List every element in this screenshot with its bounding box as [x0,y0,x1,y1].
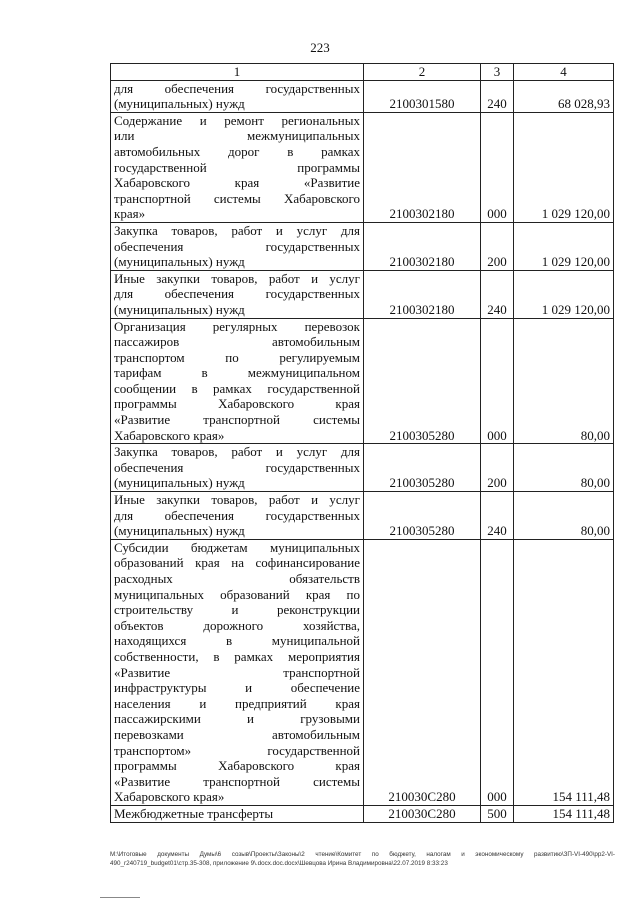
row-description [111,805,364,822]
row-amount: 1 029 120,00 [514,270,614,318]
description-line: для обеспечения государственных [114,286,360,302]
row-target-code: 2100302180 [364,270,481,318]
table-header-row [111,64,614,81]
table-row [111,270,614,318]
description-line: (муниципальных) нужд [114,96,245,112]
description-line: Закупка товаров, работ и услуг для [114,444,360,460]
row-amount: 80,00 [514,444,614,492]
description-line: Хабаровского края» [114,789,225,805]
row-expense-type: 000 [481,112,514,222]
table-row [111,539,614,805]
row-expense-type: 500 [481,805,514,822]
row-amount: 1 029 120,00 [514,222,614,270]
description-line: Содержание и ремонт региональных [114,112,360,128]
header-col-3: 3 [481,64,514,81]
page-number: 223 [310,40,330,55]
budget-table [110,63,614,823]
description-line: (муниципальных) нужд [114,523,245,539]
table-body [111,64,614,823]
row-description [111,539,364,805]
description-line: Хабаровского края» [114,427,225,443]
row-amount: 68 028,93 [514,80,614,112]
description-line: государственной программы [114,159,360,175]
bottom-rule [100,897,140,898]
description-line: тарифам в межмуниципальном [114,365,360,381]
row-target-code: 2100302180 [364,112,481,222]
row-amount: 80,00 [514,318,614,444]
description-line: (муниципальных) нужд [114,254,245,270]
table-row [111,222,614,270]
row-expense-type: 000 [481,318,514,444]
header-col-4: 4 [514,64,614,81]
description-line: автомобильных дорог в рамках [114,143,360,159]
table-row [111,112,614,222]
description-line: для обеспечения государственных [114,80,360,96]
description-line: Субсидии бюджетам муниципальных [114,539,360,555]
description-line: транспортом» государственной [114,742,360,758]
row-amount: 1 029 120,00 [514,112,614,222]
header-col-1: 1 [111,64,364,81]
header-col-2: 2 [364,64,481,81]
description-line: инфраструктуры и обеспечение [114,680,360,696]
description-line: строительству и реконструкции [114,602,360,618]
row-expense-type: 200 [481,444,514,492]
description-line: Хабаровского края «Развитие [114,175,360,191]
description-line: или межмуниципальных [114,128,360,144]
description-line: края» [114,206,146,222]
row-expense-type: 240 [481,270,514,318]
description-line: программы Хабаровского края [114,396,360,412]
description-line: (муниципальных) нужд [114,301,245,317]
row-expense-type: 200 [481,222,514,270]
row-target-code: 2100305280 [364,318,481,444]
description-line: Межбюджетные трансферты [114,805,274,821]
row-description [111,318,364,444]
description-line: Иные закупки товаров, работ и услуг [114,492,360,508]
description-line: пассажирскими и грузовыми [114,711,360,727]
row-target-code: 210030С280 [364,539,481,805]
description-line: расходных обязательств [114,571,360,586]
description-line: перевозками автомобильным [114,726,360,742]
description-line: собственности, в рамках мероприятия [114,648,360,664]
row-target-code: 2100305280 [364,492,481,540]
row-amount: 154 111,48 [514,805,614,822]
row-target-code: 2100302180 [364,222,481,270]
description-line: транспортной системы Хабаровского [114,190,360,206]
description-line: для обеспечения государственных [114,507,360,523]
description-line: Организация регулярных перевозок [114,318,360,334]
row-expense-type: 240 [481,492,514,540]
description-line: Иные закупки товаров, работ и услуг [114,270,360,286]
description-line: программы Хабаровского края [114,758,360,774]
description-line: пассажиров автомобильным [114,334,360,350]
row-expense-type: 000 [481,539,514,805]
description-line: (муниципальных) нужд [114,475,245,491]
description-line: обеспечения государственных [114,459,360,475]
row-description [111,222,364,270]
file-path-footer: M:\Итоговые документы Думы\6 созыв\Проекты\Законы\2 чтение\Комитет по бюджету, налогам и экономическому развитию\ЗП-VI-490\pp2-VI-490_r240719_budget01\стр.35-308, приложение 9\.docx.doc.docx\Шевцова Ирина Владимировна\22.07.2019 8:33:23 [110,851,615,867]
description-line: образований края на софинансирование [114,555,360,571]
row-target-code: 2100305280 [364,444,481,492]
row-amount: 154 111,48 [514,539,614,805]
description-line: Закупка товаров, работ и услуг для [114,222,360,238]
row-expense-type: 240 [481,80,514,112]
table-row [111,805,614,822]
description-line: «Развитие транспортной [114,664,360,680]
description-line: обеспечения государственных [114,238,360,254]
row-description [111,80,364,112]
row-amount: 80,00 [514,492,614,540]
row-description [111,492,364,540]
description-line: «Развитие транспортной системы [114,773,360,789]
table-row [111,80,614,112]
row-target-code: 210030С280 [364,805,481,822]
table-row [111,318,614,444]
row-description [111,270,364,318]
description-line: «Развитие транспортной системы [114,412,360,428]
description-line: находящихся в муниципальной [114,633,360,649]
description-line: объектов дорожного хозяйства, [114,617,360,633]
description-line: муниципальных образований края по [114,586,360,602]
description-line: транспортом по регулируемым [114,349,360,365]
description-line: населения и предприятий края [114,695,360,711]
table-row [111,492,614,540]
row-target-code: 2100301580 [364,80,481,112]
description-line: сообщении в рамках государственной [114,380,360,396]
table-row [111,444,614,492]
row-description [111,444,364,492]
row-description [111,112,364,222]
